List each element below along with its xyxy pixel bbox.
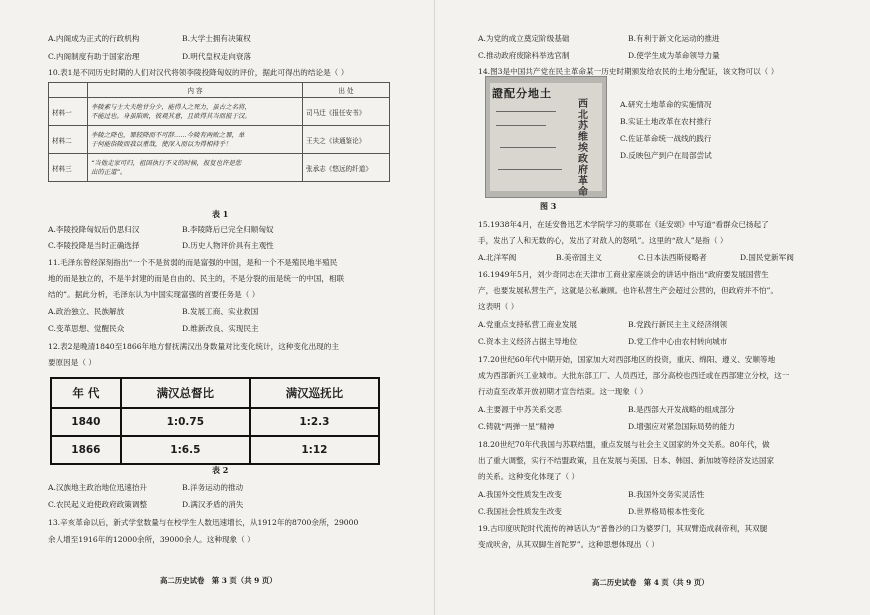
table2-cell: 1:2.3: [250, 408, 379, 436]
table1-row-source: 司马迁《报任安书》: [303, 98, 390, 126]
handwriting-mark: [496, 111, 556, 112]
table2-header-governor: 满汉总督比: [121, 378, 250, 408]
page-3-footer: 高二历史试卷 第 3 页（共 9 页）: [160, 576, 277, 585]
table1-row-quote: [88, 126, 303, 154]
q15-line: 手，发出了人和无数的心，发出了对敌人的怒吼”。这里的“敌人”是指（ ）: [478, 236, 728, 245]
q13-option-c: C.推动政府废除科举选官制: [478, 51, 570, 60]
q12-option-b: B.洋务运动的推动: [182, 483, 244, 492]
q16-option-b: B.党践行新民主主义经济纲领: [628, 320, 728, 329]
table-2: [50, 377, 380, 465]
q13-line: 余人增至1916年的12000余所，39000余人。这种现象（ ）: [48, 535, 255, 544]
q17-option-b: B.是西部大开发战略的组成部分: [628, 405, 735, 414]
q17-option-a: A.主要源于中苏关系交恶: [478, 405, 562, 414]
q18-line: 出了重大调整，实行不结盟政策，且在发展与美国、日本、韩国、新加坡等经济发达国家: [478, 456, 775, 465]
certificate-header: 證配分地土: [492, 87, 552, 100]
table1-row-label: 材料一: [49, 98, 88, 126]
table2-header-year: 年 代: [51, 378, 121, 408]
q10-option-b: B.李陵降后已完全归顺匈奴: [182, 225, 274, 234]
handwriting-mark: [500, 147, 556, 148]
table1-header-blank: [49, 83, 88, 98]
table2-cell: 1:12: [250, 436, 379, 464]
q17-line: 成为西部新兴工业城市。大批东部工厂、人员西迁，部分高校也西迁或在西部建立分校，这一: [478, 371, 790, 380]
q16-line: 产，也要发展私营生产，这就是公私兼顾。也许私营生产会超过公营的，但政府并不怕”。: [478, 286, 779, 295]
table1-row-quote: [88, 98, 303, 126]
q18-line: 18.20世纪70年代我国与苏联结盟，重点发展与社会主义国家的外交关系。80年代，做: [478, 440, 770, 449]
q9-option-c: C.内阁制度有助于国家治理: [48, 52, 140, 61]
q14-option-a: A.研究土地革命的实施情况: [620, 100, 712, 109]
q16-line: 这表明（ ）: [478, 302, 519, 311]
q12-option-c: C.农民起义迫使政府政策调整: [48, 500, 148, 509]
table1-row-label: 材料二: [49, 126, 88, 154]
q11-option-d: D.维新改良、实现民主: [182, 324, 259, 333]
q12-line: 12.表2是晚清1840至1866年地方督抚满汉出身数量对比变化统计，这种变化出现的主: [48, 342, 339, 351]
quote-line: 李陵素与士大夫绝甘分少，能得人之死力，虽古之名将，: [91, 102, 251, 111]
quote-line: 不能过也。身虽陷败，彼观其意，且欲得其当而报于汉。: [91, 111, 251, 120]
q17-option-d: D.增强应对紧急国际局势的能力: [628, 422, 735, 431]
table1-row-label: 材料三: [49, 154, 88, 182]
q14-option-b: B.实证土地改革在农村推行: [620, 117, 712, 126]
q16-line: 16.1949年5月，刘少奇同志在天津市工商业家座谈会的讲话中指出“政府要发展国营生: [478, 270, 769, 279]
table2-cell: 1:0.75: [121, 408, 250, 436]
q18-option-c: C.我国社会性质发生改变: [478, 507, 562, 516]
q12-line: 要原因是（ ）: [48, 358, 96, 367]
quote-line: 出的正道”。: [91, 167, 127, 176]
q12-option-a: A.汉族地主政治地位迅速抬升: [48, 483, 148, 492]
quote-line: 于何能俗陵而我以重哉，使深入而以为得相持乎！: [91, 139, 232, 148]
q17-line: 17.20世纪60年代中期开始，国家加大对西部地区的投资，重庆、绵阳、遵义、安顺等地: [478, 355, 776, 364]
table2-cell: 1840: [51, 408, 121, 436]
table1-header-content: 内 容: [88, 83, 303, 98]
q16-option-a: A.党重点支持私营工商业发展: [478, 320, 578, 329]
page-divider: [434, 0, 435, 615]
q15-option-d: D.国民党新军阀: [740, 253, 794, 262]
table-row: [51, 436, 379, 464]
table-1: [48, 82, 390, 182]
q10-option-c: C.李陵投降是当时正确选择: [48, 241, 140, 250]
q13-option-a: A.为党的成立奠定阶级基础: [478, 34, 570, 43]
table2-cell: 1:6.5: [121, 436, 250, 464]
q10-option-d: D.历史人物评价具有主观性: [182, 241, 274, 250]
table-row: [51, 408, 379, 436]
q9-option-a: A.内阁成为正式的行政机构: [48, 34, 140, 43]
q16-option-c: C.资本主义经济占据主导地位: [478, 337, 578, 346]
q10-option-a: A.李陵投降匈奴后仍思归汉: [48, 225, 140, 234]
handwriting-mark: [498, 169, 562, 170]
table1-header-source: 出 处: [303, 83, 390, 98]
table2-caption: 表 2: [212, 465, 229, 475]
q14-stem: 14.图3是中国共产党在民主革命某一历史时期颁发给农民的土地分配证，该文物可以（ ）: [478, 67, 779, 76]
q11-line: 地的而是独立的，不是半封建的而是自由的、民主的，不是分裂的而是统一的中国，相联: [48, 274, 345, 283]
q18-line: 的关系。这种变化体现了（ ）: [478, 472, 580, 481]
q14-option-d: D.反映包产到户在局部尝试: [620, 151, 712, 160]
table-row: [49, 98, 390, 126]
table-row: [49, 126, 390, 154]
page-4-footer: 高二历史试卷 第 4 页（共 9 页）: [592, 578, 709, 587]
q15-option-a: A.北洋军阀: [478, 253, 517, 262]
q15-option-b: B.美帝国主义: [556, 253, 602, 262]
q19-line: 19.古印度吠陀时代流传的神话认为“普鲁沙的口为婆罗门，其双臂造成刹帝利，其双腿: [478, 524, 768, 533]
q11-option-b: B.发展工商、实业救国: [182, 307, 259, 316]
certificate-vertical-text: 西北苏维埃政府革命: [578, 99, 588, 198]
table2-header-xunfu: 满汉巡抚比: [250, 378, 379, 408]
q14-option-c: C.佐证革命统一战线的践行: [620, 134, 712, 143]
table-row: [49, 154, 390, 182]
q17-line: 行动直至改革开放初期才宣告结束。这一现象（ ）: [478, 387, 648, 396]
q9-option-d: D.明代皇权走向衰落: [182, 52, 251, 61]
q16-option-d: D.党工作中心由农村转向城市: [628, 337, 728, 346]
q19-line: 变成吠舍，从其双脚生首陀罗”。这种思想体现出（ ）: [478, 540, 659, 549]
q13-option-d: D.使学生成为革命领导力量: [628, 51, 720, 60]
quote-line: “当他走家可归，祖国执行不义的时候，报复也许是您: [91, 158, 242, 167]
q18-option-d: D.世界格局根本性变化: [628, 507, 705, 516]
q15-line: 15.1938年4月，在延安鲁迅艺术学院学习的莫耶在《延安颂》中写道“看群众已扬起了: [478, 220, 769, 229]
q13-option-b: B.有利于新文化运动的推进: [628, 34, 720, 43]
q12-option-d: D.满汉矛盾的消失: [182, 500, 244, 509]
q18-option-a: A.我国外交性质发生改变: [478, 490, 562, 499]
q11-option-c: C.变革思想、觉醒民众: [48, 324, 125, 333]
q11-option-a: A.政治独立、民族解放: [48, 307, 125, 316]
q15-option-c: C.日本法西斯侵略者: [638, 253, 707, 262]
q17-option-c: C.铸就“两弹一星”精神: [478, 422, 555, 431]
q11-line: 结的”。据此分析，毛泽东认为中国实现富强的首要任务是（ ）: [48, 290, 260, 299]
table1-row-quote: [88, 154, 303, 182]
table1-row-source: 王夫之《读通鉴论》: [303, 126, 390, 154]
table2-cell: 1866: [51, 436, 121, 464]
q18-option-b: B.我国外交务实灵活性: [628, 490, 705, 499]
table1-caption: 表 1: [212, 209, 229, 219]
table1-row-source: 张承志《悠远的纤道》: [303, 154, 390, 182]
q9-option-b: B.大学士拥有决策权: [182, 34, 251, 43]
q10-stem: 10.表1是不同历史时期的人们对汉代将领李陵投降匈奴的评价，据此可得出的结论是（ ）: [48, 68, 349, 77]
land-certificate-photo: [485, 76, 607, 198]
q13-line: 13.辛亥革命以后，新式学堂数量与在校学生人数迅速增长，从1912年的8700余所，29000: [48, 518, 359, 527]
q11-line: 11.毛泽东曾经深刻指出“一个不是贫弱的而是富强的中国，是和一个不是殖民地半殖民: [48, 258, 338, 267]
photo-caption: 图 3: [540, 201, 557, 211]
handwriting-mark: [496, 125, 546, 126]
quote-line: 李陵之降也，罪较降而不可辞……今陵有两败之罪，单: [91, 130, 245, 139]
